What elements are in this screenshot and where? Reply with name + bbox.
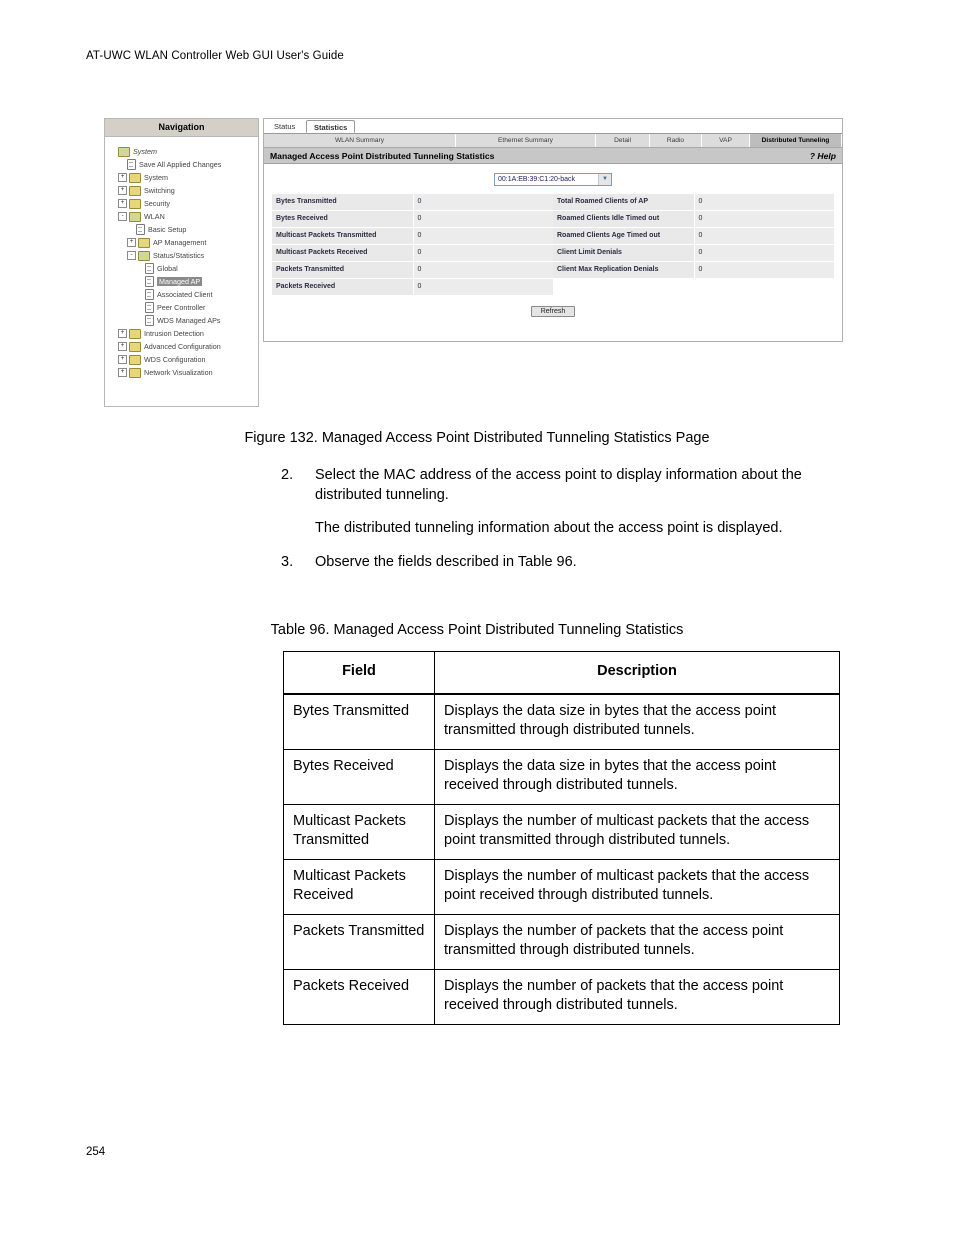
document-icon (145, 276, 154, 287)
folder-open-icon (129, 212, 141, 222)
nav-item-label: Associated Client (157, 290, 213, 299)
stat-value: 0 (413, 194, 554, 210)
stat-row (553, 262, 834, 279)
nav-item-label: AP Management (153, 238, 207, 247)
step-2 (281, 466, 841, 505)
nav-item-status-statistics[interactable] (109, 249, 258, 262)
nav-item-basic-setup[interactable] (109, 223, 258, 236)
nav-item-system[interactable] (109, 171, 258, 184)
folder-icon (129, 329, 141, 339)
nav-item-wlan[interactable] (109, 210, 258, 223)
nav-item-global[interactable] (109, 262, 258, 275)
collapse-icon[interactable]: - (127, 251, 136, 260)
nav-item-peer-controller[interactable] (109, 301, 258, 314)
stat-row (553, 211, 834, 228)
stat-value: 0 (413, 228, 554, 244)
nav-item-label: Global (157, 264, 178, 273)
tree-guide (136, 278, 143, 285)
table-row (284, 969, 840, 1024)
nav-item-label: Peer Controller (157, 303, 206, 312)
tree-guide (136, 265, 143, 272)
stat-row (553, 245, 834, 262)
nav-item-label: Advanced Configuration (144, 342, 221, 351)
folder-icon (129, 342, 141, 352)
stat-row (272, 262, 553, 279)
table-cell-description: Displays the number of packets that the access point received through distributed tunnels. (435, 969, 840, 1024)
table-caption: Table 96. Managed Access Point Distributed Tunneling Statistics (270, 622, 684, 638)
main-content-panel (263, 118, 843, 342)
nav-item-associated-client[interactable] (109, 288, 258, 301)
subtab-detail[interactable]: Detail (596, 134, 650, 147)
stat-value: 0 (413, 211, 554, 227)
nav-item-label: WLAN (144, 212, 165, 221)
folder-open-icon (138, 251, 150, 261)
page-title: Managed Access Point Distributed Tunneling Statistics (270, 150, 495, 161)
tree-guide (127, 226, 134, 233)
nav-item-label: Switching (144, 186, 175, 195)
nav-item-label: System (133, 147, 157, 156)
button-row (264, 296, 842, 317)
table-row (284, 804, 840, 859)
secondary-tab-bar (264, 134, 842, 148)
primary-tab-bar (264, 119, 842, 134)
stat-row (553, 228, 834, 245)
folder-icon (129, 368, 141, 378)
tree-guide (136, 291, 143, 298)
subtab-ethernet-summary[interactable]: Ethernet Summary (456, 134, 596, 147)
table-cell-field: Packets Transmitted (284, 914, 435, 969)
nav-item-label: Intrusion Detection (144, 329, 204, 338)
table-header-field: Field (284, 652, 435, 694)
nav-item-label: Managed AP (159, 277, 201, 286)
nav-item-wds-managed-aps[interactable] (109, 314, 258, 327)
expand-icon[interactable]: + (118, 199, 127, 208)
stat-label: Bytes Received (272, 211, 413, 227)
stat-label: Client Limit Denials (553, 245, 694, 261)
expand-icon[interactable]: + (118, 186, 127, 195)
navigation-panel (104, 118, 259, 407)
stat-row (272, 211, 553, 228)
stat-value (694, 279, 835, 295)
stat-label (553, 279, 694, 295)
document-icon (145, 302, 154, 313)
stat-value: 0 (413, 262, 554, 278)
nav-item-managed-ap[interactable] (109, 275, 258, 288)
expand-icon[interactable]: + (118, 368, 127, 377)
panel-title-bar (264, 148, 842, 164)
step-3-text: Observe the fields described in Table 96. (315, 553, 577, 570)
tree-guide (118, 161, 125, 168)
chevron-down-icon: ▼ (598, 174, 611, 185)
refresh-button[interactable]: Refresh (531, 306, 576, 317)
stat-label: Total Roamed Clients of AP (553, 194, 694, 210)
running-header: AT-UWC WLAN Controller Web GUI User's Guide (86, 50, 344, 62)
stat-label: Roamed Clients Age Timed out (553, 228, 694, 244)
stat-label: Packets Received (272, 279, 413, 295)
nav-item-intrusion-detection[interactable] (109, 327, 258, 340)
step-2-text: Select the MAC address of the access point to display information about the distributed tunneling. (315, 467, 802, 503)
nav-item-label: Network Visualization (144, 368, 213, 377)
tree-guide (109, 148, 116, 155)
stat-value: 0 (694, 262, 835, 278)
figure-screenshot (104, 118, 843, 408)
stat-label: Multicast Packets Transmitted (272, 228, 413, 244)
nav-item-label: Save All Applied Changes (139, 160, 222, 169)
procedure-steps (281, 466, 841, 586)
tab-statistics[interactable]: Statistics (306, 120, 355, 133)
stat-row (553, 194, 834, 211)
stat-row (272, 245, 553, 262)
table-cell-description: Displays the number of multicast packets that the access point transmitted through distributed tunnels. (435, 804, 840, 859)
expand-icon[interactable]: + (118, 342, 127, 351)
document-icon (145, 289, 154, 300)
stat-label: Roamed Clients Idle Timed out (553, 211, 694, 227)
nav-item-security[interactable] (109, 197, 258, 210)
statistics-column-right (553, 194, 834, 296)
table-cell-field: Bytes Transmitted (284, 694, 435, 750)
nav-item-network-visualization[interactable] (109, 366, 258, 379)
table-row (284, 859, 840, 914)
table-row (284, 694, 840, 750)
folder-icon (138, 238, 150, 248)
stat-value: 0 (694, 228, 835, 244)
document-icon (145, 263, 154, 274)
nav-item-label: Basic Setup (148, 225, 187, 234)
folder-icon (129, 199, 141, 209)
stat-value: 0 (413, 279, 554, 295)
tree-guide (136, 317, 143, 324)
mac-address-value: 00:1A:EB:39:C1:20-back (498, 175, 576, 183)
stat-value: 0 (694, 211, 835, 227)
table-cell-field: Multicast Packets Transmitted (284, 804, 435, 859)
table-row (284, 914, 840, 969)
subtab-vap[interactable]: VAP (702, 134, 750, 147)
statistics-table (264, 194, 842, 296)
document-icon (127, 159, 136, 170)
nav-item-switching[interactable] (109, 184, 258, 197)
stat-label: Packets Transmitted (272, 262, 413, 278)
step-3-number: 3. (281, 553, 294, 570)
expand-icon[interactable]: + (118, 329, 127, 338)
document-icon (145, 315, 154, 326)
field-description-table (283, 651, 840, 1025)
document-icon (136, 224, 145, 235)
step-3 (281, 553, 841, 573)
mac-address-select[interactable] (494, 173, 612, 186)
stat-value: 0 (413, 245, 554, 261)
stat-label: Multicast Packets Received (272, 245, 413, 261)
folder-icon (129, 186, 141, 196)
step-2-result: The distributed tunneling information about the access point is displayed. (315, 520, 783, 536)
folder-icon (129, 355, 141, 365)
page-number: 254 (86, 1146, 106, 1158)
table-header-row (284, 652, 840, 694)
table-cell-field: Bytes Received (284, 749, 435, 804)
stat-row (272, 228, 553, 245)
stat-row (272, 194, 553, 211)
nav-item-advanced-configuration[interactable] (109, 340, 258, 353)
expand-icon[interactable]: + (118, 355, 127, 364)
navigation-title: Navigation (105, 119, 258, 137)
collapse-icon[interactable]: - (118, 212, 127, 221)
stat-value: 0 (694, 194, 835, 210)
nav-item-label: WDS Configuration (144, 355, 206, 364)
tree-guide (136, 304, 143, 311)
folder-icon (129, 173, 141, 183)
table-cell-field: Packets Received (284, 969, 435, 1024)
nav-item-save-all-applied-changes[interactable] (109, 158, 258, 171)
nav-item-label: WDS Managed APs (157, 316, 221, 325)
nav-item-system[interactable] (109, 145, 258, 158)
stat-label: Client Max Replication Denials (553, 262, 694, 278)
nav-item-ap-management[interactable] (109, 236, 258, 249)
table-cell-description: Displays the data size in bytes that the access point transmitted through distributed tunnels. (435, 694, 840, 750)
stat-row (272, 279, 553, 296)
nav-item-wds-configuration[interactable] (109, 353, 258, 366)
expand-icon[interactable]: + (127, 238, 136, 247)
nav-item-label: System (144, 173, 168, 182)
stat-row (553, 279, 834, 296)
statistics-column-left (272, 194, 553, 296)
stat-label: Bytes Transmitted (272, 194, 413, 210)
subtab-radio[interactable]: Radio (650, 134, 702, 147)
nav-item-label: Security (144, 199, 170, 208)
help-link[interactable]: ? Help (809, 150, 836, 161)
table-header-description: Description (435, 652, 840, 694)
figure-caption: Figure 132. Managed Access Point Distributed Tunneling Statistics Page (244, 430, 710, 446)
step-2-number: 2. (281, 467, 294, 483)
stat-value: 0 (694, 245, 835, 261)
mac-select-row (264, 164, 842, 194)
folder-open-icon (118, 147, 130, 157)
subtab-wlan-summary[interactable]: WLAN Summary (264, 134, 456, 147)
table-cell-field: Multicast Packets Received (284, 859, 435, 914)
subtab-distributed-tunneling[interactable]: Distributed Tunneling (750, 134, 842, 147)
navigation-tree (105, 137, 258, 379)
table-cell-description: Displays the number of packets that the access point transmitted through distributed tunnels. (435, 914, 840, 969)
table-cell-description: Displays the data size in bytes that the access point received through distributed tunnels. (435, 749, 840, 804)
tab-status[interactable]: Status (267, 120, 302, 133)
table-cell-description: Displays the number of multicast packets that the access point received through distributed tunnels. (435, 859, 840, 914)
expand-icon[interactable]: + (118, 173, 127, 182)
nav-item-label: Status/Statistics (153, 251, 205, 260)
table-row (284, 749, 840, 804)
